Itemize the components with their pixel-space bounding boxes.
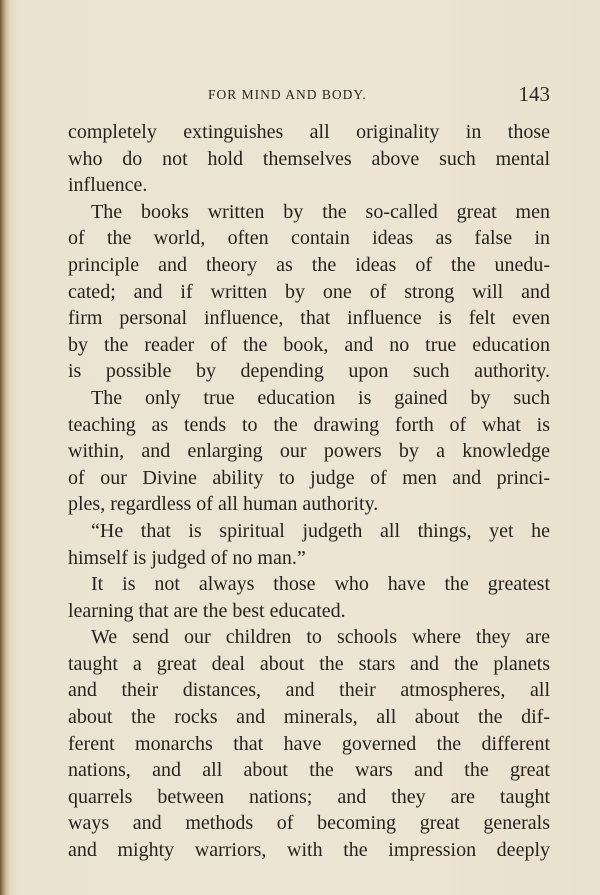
text-line: taught a great deal about the stars and the planets (68, 652, 550, 675)
text-line: and mighty warriors, with the impression deeply (68, 839, 550, 862)
text-line: nations, and all about the wars and the great (68, 759, 550, 782)
text-line: by the reader of the book, and no true education (68, 333, 550, 356)
text-line: ways and methods of becoming great generals (68, 812, 550, 835)
text-line: firm personal influence, that influence is felt even (68, 307, 550, 330)
text-line: is possible by depending upon such authority. (68, 360, 550, 383)
text-line: We send our children to schools where they are (91, 626, 550, 649)
text-line: of our Divine ability to judge of men and princi- (68, 466, 550, 489)
text-line: about the rocks and minerals, all about the dif- (68, 706, 550, 729)
text-line: The only true education is gained by such (91, 386, 550, 409)
text-line: learning that are the best educated. (68, 599, 346, 622)
text-line: who do not hold themselves above such mental (68, 147, 550, 170)
text-line: principle and theory as the ideas of the unedu- (68, 253, 550, 276)
text-line: The books written by the so-called great men (91, 200, 550, 223)
text-line: himself is judged of no man.” (68, 546, 306, 569)
body-text (68, 119, 550, 864)
text-line: ples, regardless of all human authority. (68, 493, 379, 516)
text-line: It is not always those who have the greatest (91, 573, 550, 596)
text-line: teaching as tends to the drawing forth of what is (68, 413, 550, 436)
running-title: FOR MIND AND BODY. (208, 87, 367, 102)
text-line: of the world, often contain ideas as false in (68, 227, 550, 250)
page-header (68, 84, 550, 108)
text-line: influence. (68, 174, 148, 197)
page-number: 143 (518, 82, 550, 106)
text-line: “He that is spiritual judgeth all things, yet he (91, 519, 550, 542)
text-line: within, and enlarging our powers by a knowledge (68, 440, 550, 463)
text-line: ferent monarchs that have governed the different (68, 732, 550, 755)
text-line: quarrels between nations; and they are taught (68, 785, 550, 808)
text-line: cated; and if written by one of strong will and (68, 280, 550, 303)
text-line: completely extinguishes all originality in those (68, 121, 550, 143)
text-line: and their distances, and their atmospheres, all (68, 679, 550, 702)
